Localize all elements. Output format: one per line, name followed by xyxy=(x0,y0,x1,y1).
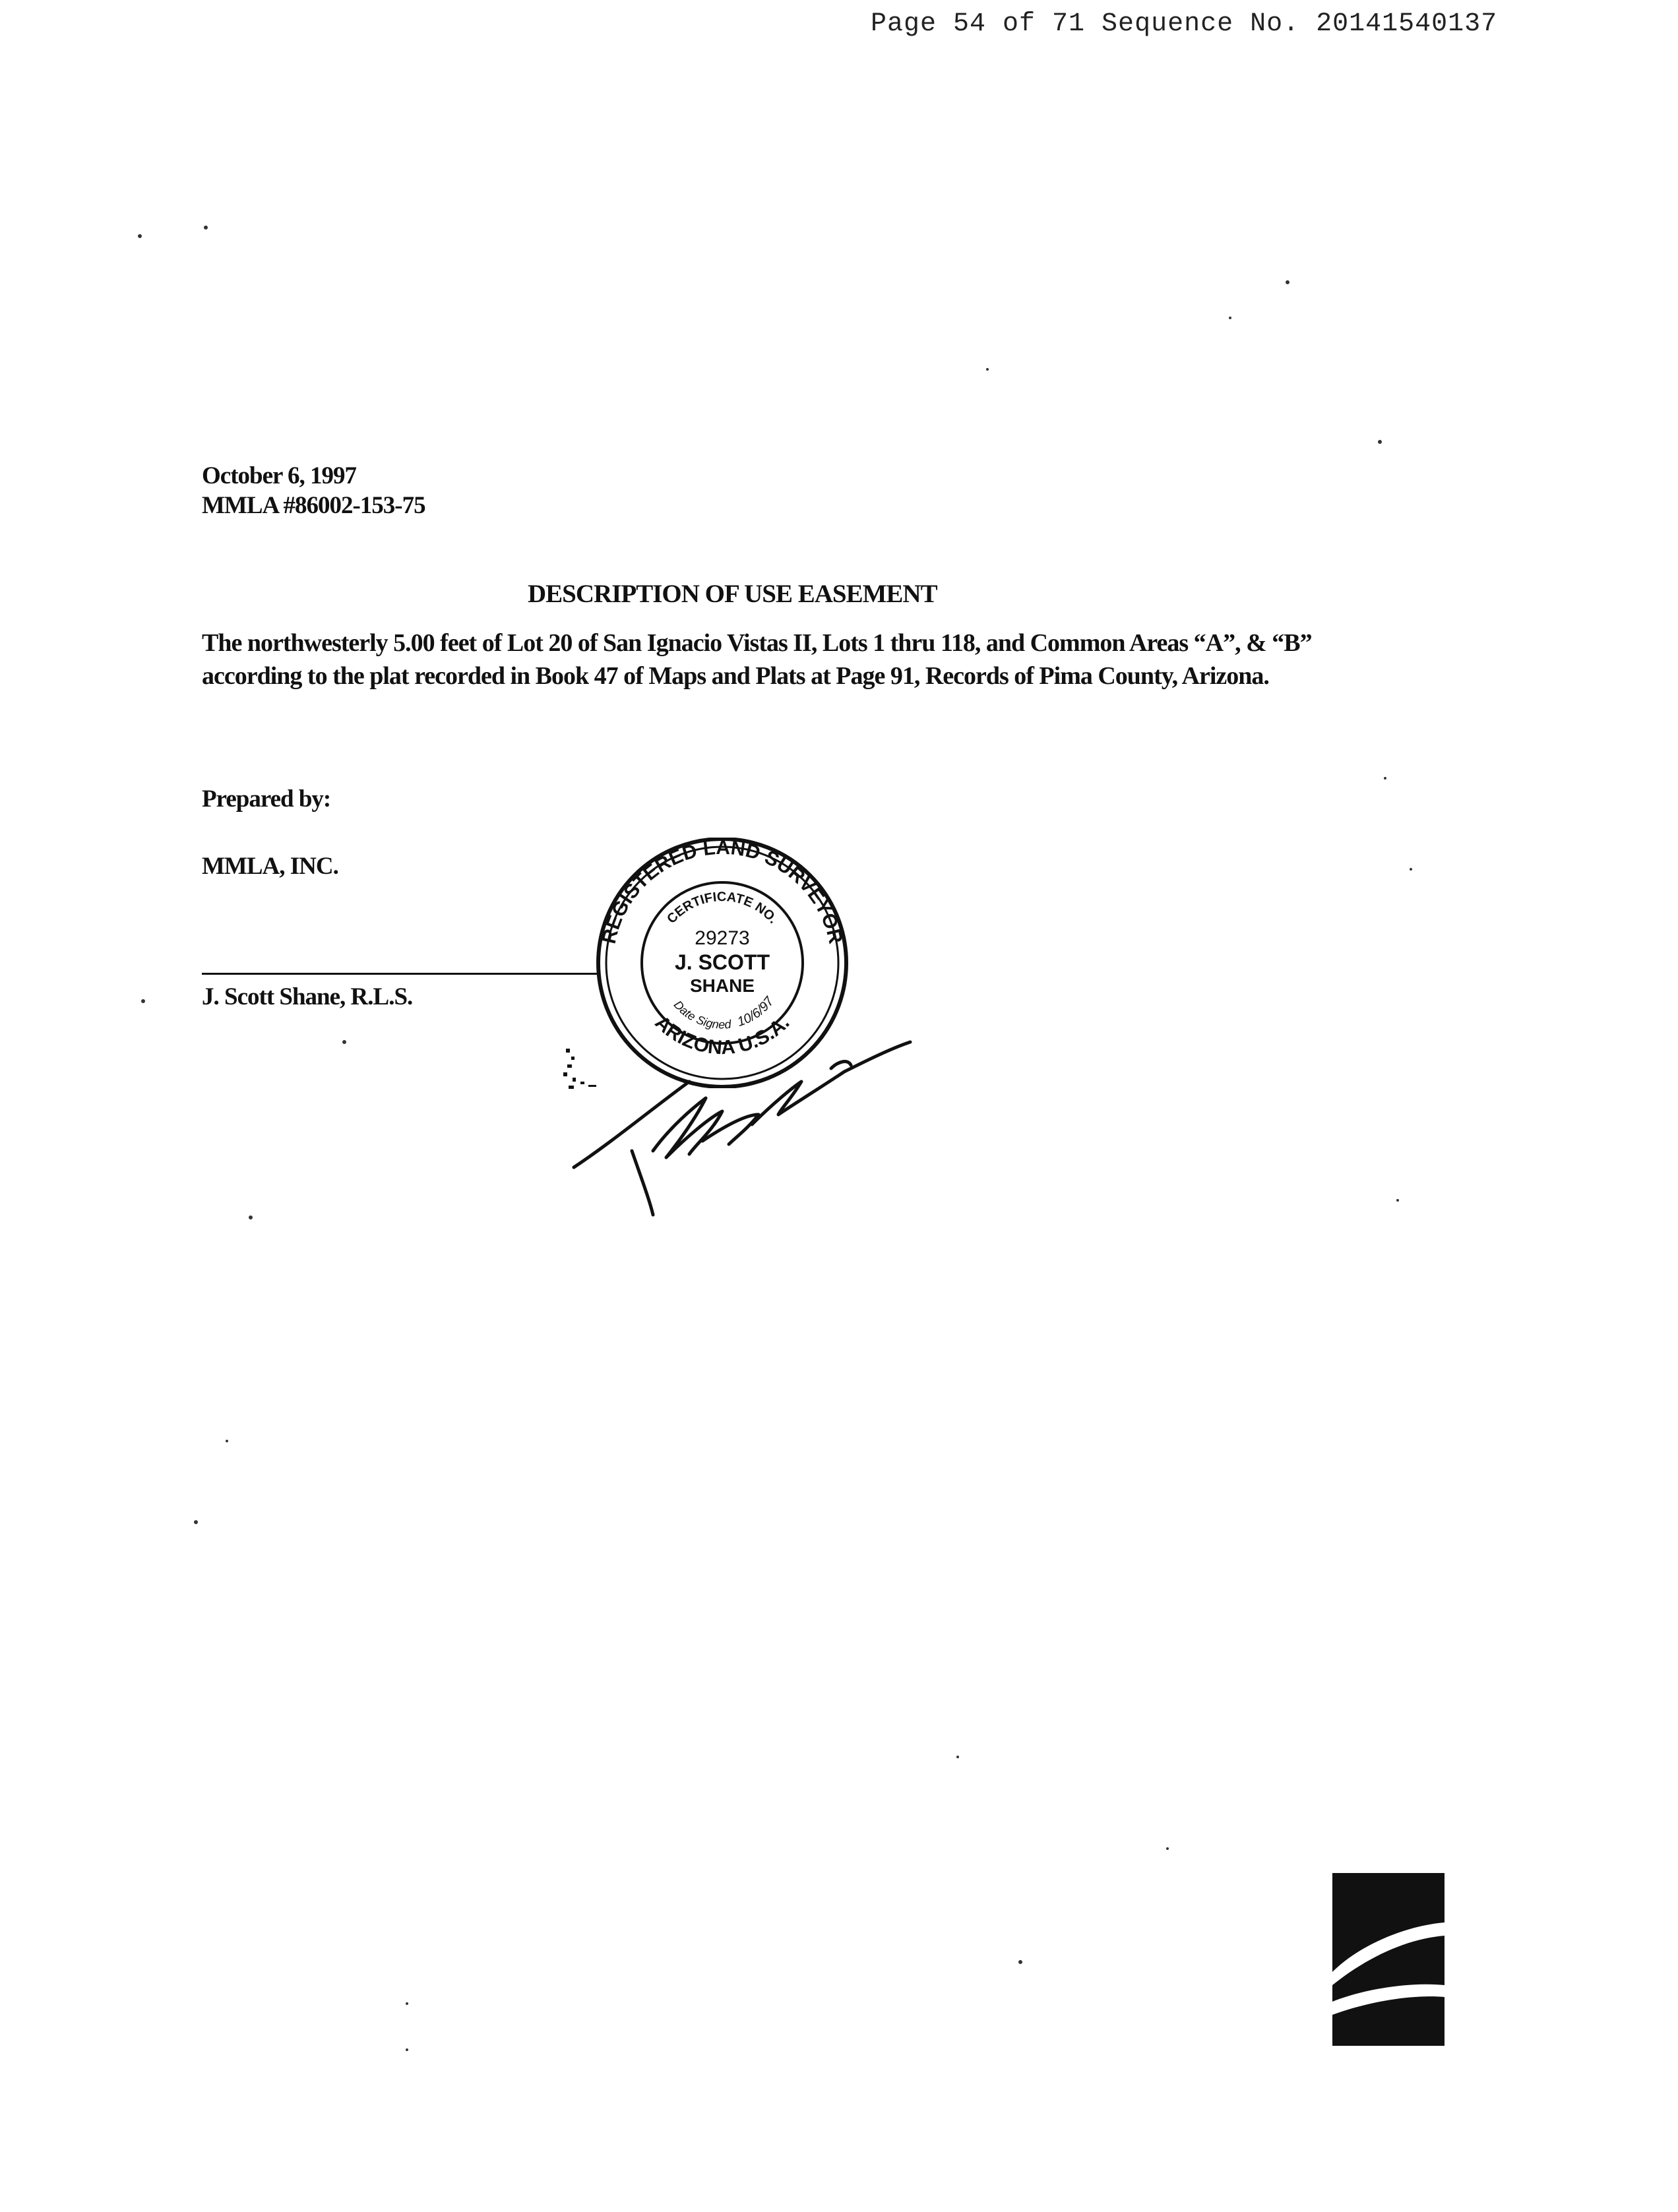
document-date: October 6, 1997 xyxy=(202,462,357,489)
recorder-logo xyxy=(1332,1873,1445,2046)
seal-date-signed: 10/6/97 xyxy=(735,994,777,1030)
easement-description: The northwesterly 5.00 feet of Lot 20 of San Ignacio Vistas II, Lots 1 thru 118, and Common Areas “A”, & “B” according to the plat recorded in Book 47 of Maps and Plats at Page 91, Records of Pima County, Arizona. xyxy=(202,629,1312,690)
handwritten-signature xyxy=(554,1009,923,1227)
surveyor-name: J. Scott Shane, R.L.S. xyxy=(202,983,413,1010)
document-reference: MMLA #86002-153-75 xyxy=(202,492,425,519)
seal-name-last: SHANE xyxy=(689,975,755,996)
document-title: DESCRIPTION OF USE EASEMENT xyxy=(528,580,937,608)
prepared-by-label: Prepared by: xyxy=(202,785,331,813)
seal-certificate-number: 29273 xyxy=(695,927,750,949)
seal-date-signed-label: Date Signed xyxy=(671,998,732,1031)
seal-certificate-label: CERTIFICATE NO. xyxy=(664,890,781,927)
seal-state-text: ARIZONA U.S.A. xyxy=(650,1011,794,1059)
page-sequence-header: Page 54 of 71 Sequence No. 20141540137 xyxy=(871,9,1498,39)
signature-line xyxy=(202,973,598,975)
seal-outer-text: REGISTERED LAND SURVEYOR xyxy=(598,838,847,946)
company-name: MMLA, INC. xyxy=(202,853,338,880)
seal-name-first: J. SCOTT xyxy=(674,950,770,974)
svg-text:CERTIFICATE NO. xyxy=(664,890,780,927)
